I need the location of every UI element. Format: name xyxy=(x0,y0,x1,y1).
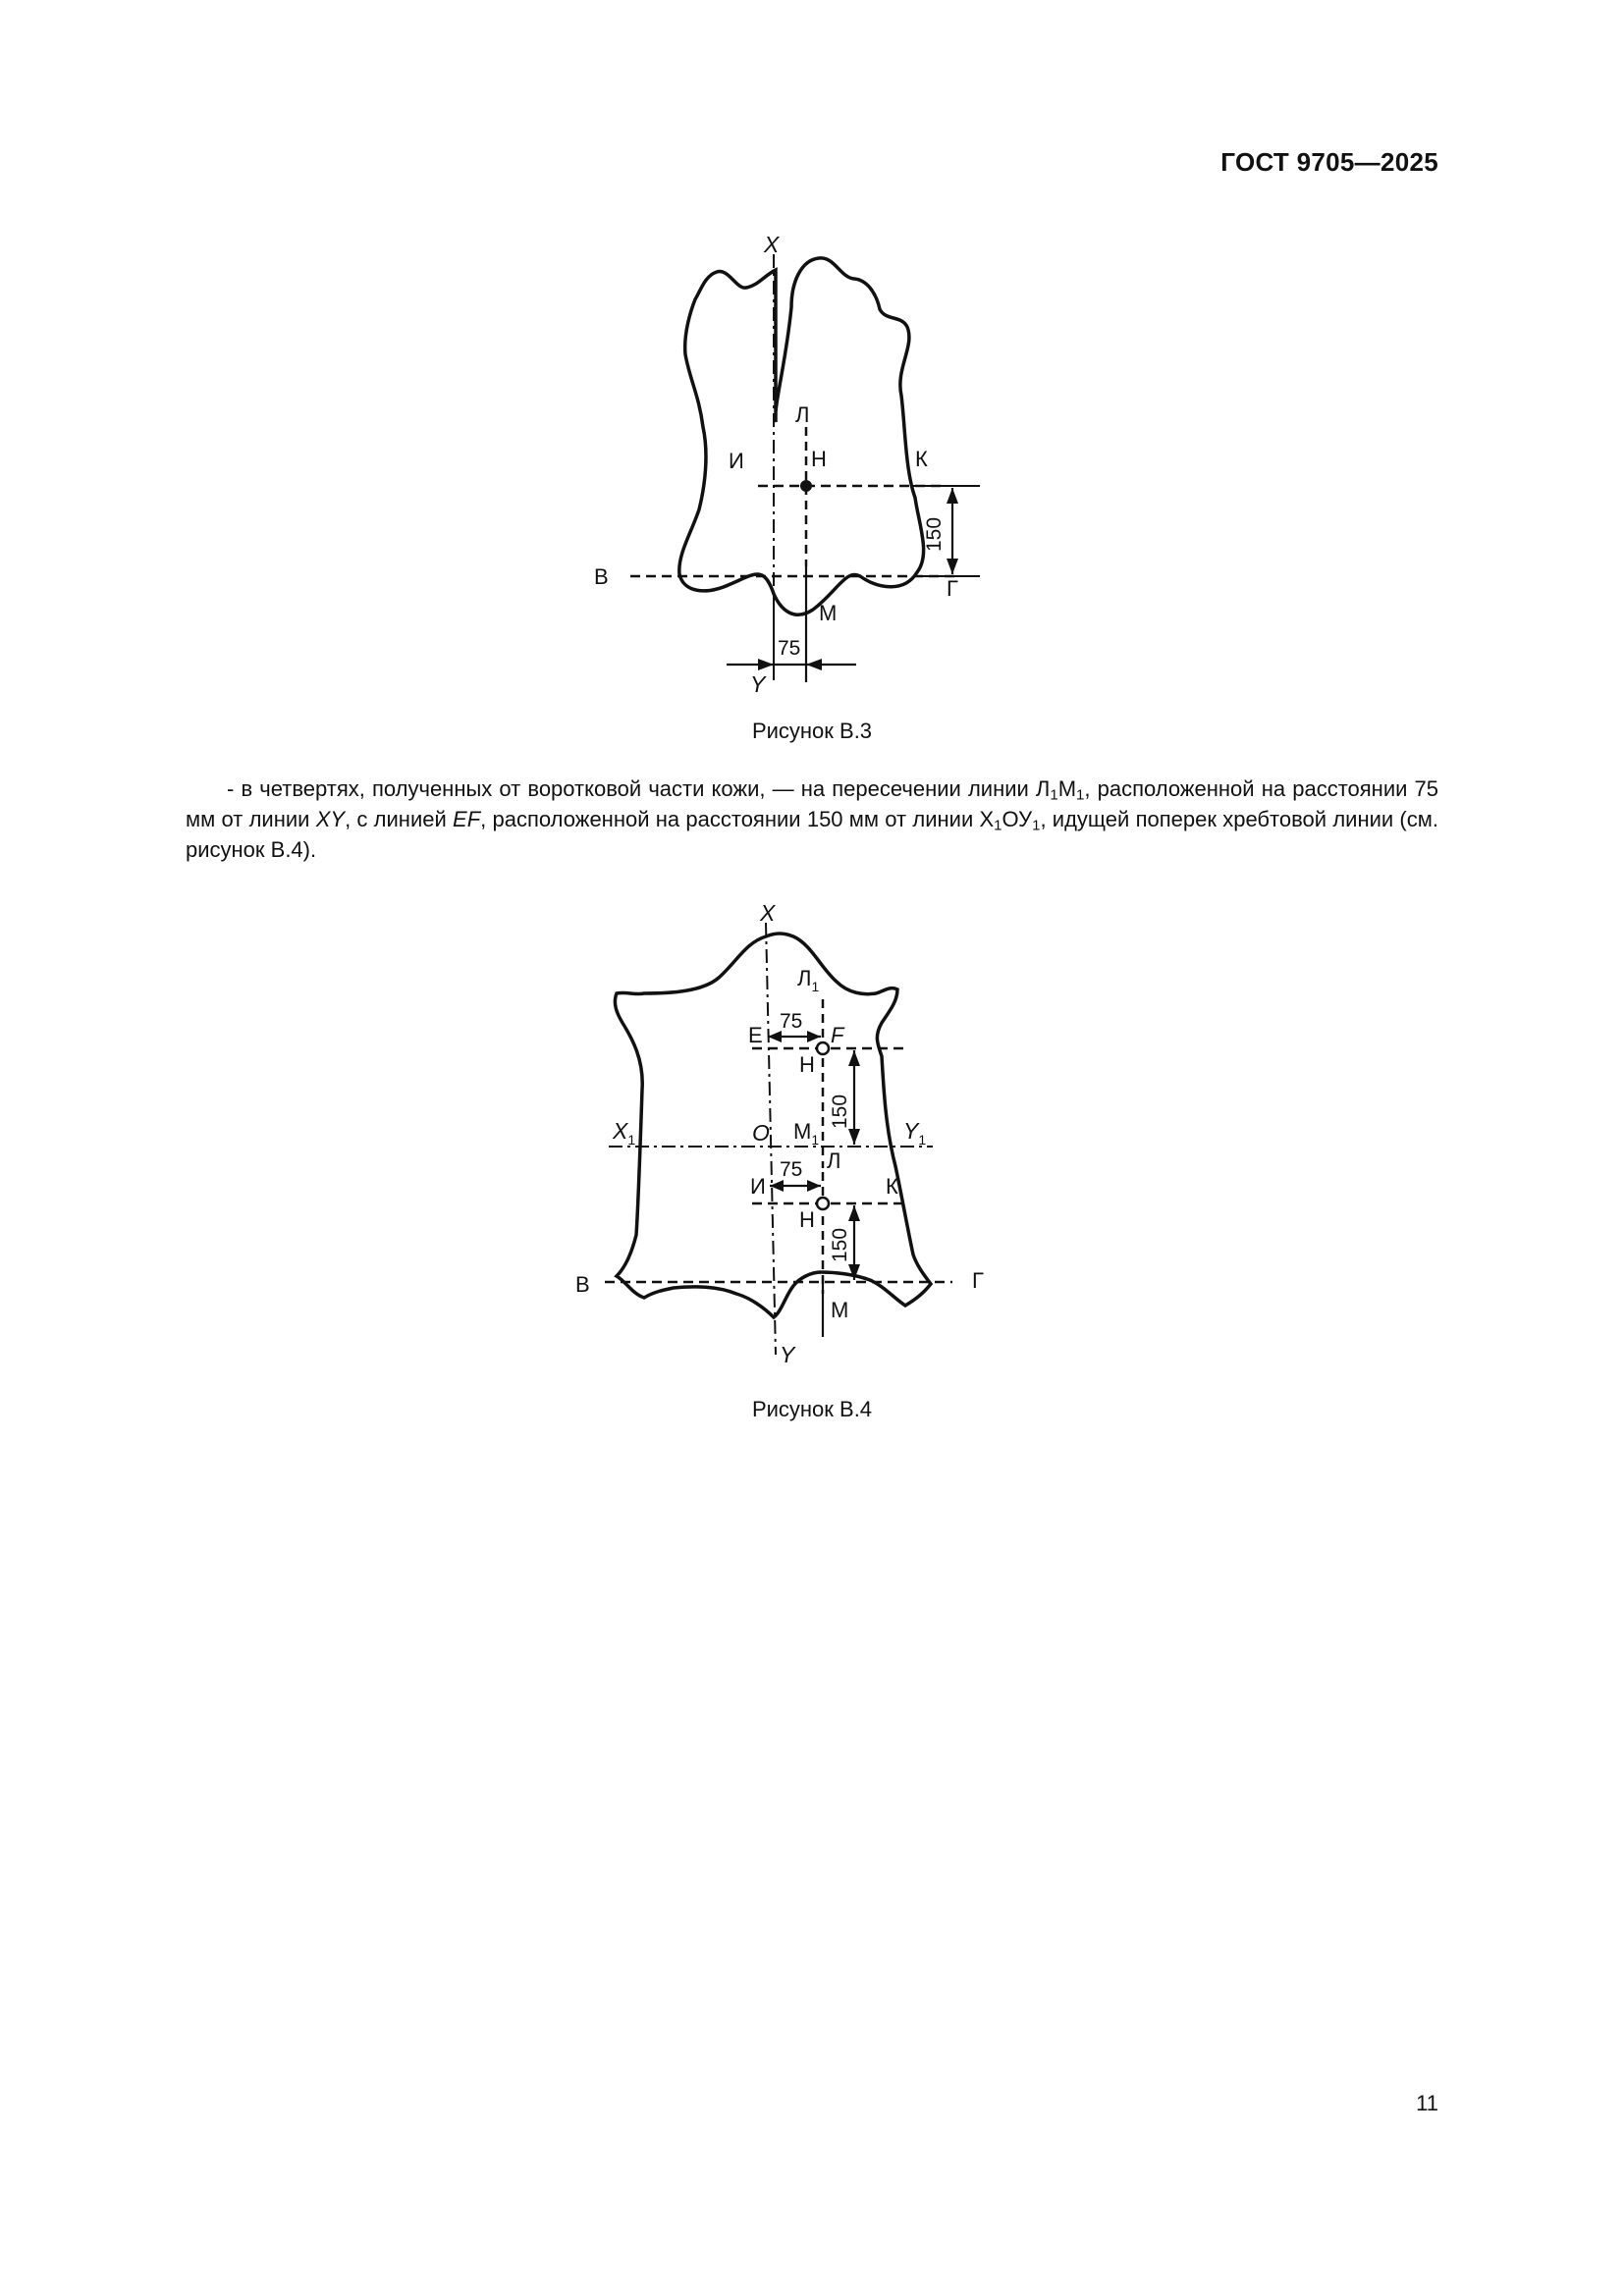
label-m1: $М_1$ xyxy=(793,1119,820,1148)
label-y: Y xyxy=(780,1342,795,1367)
dim-150-arrow-bottom xyxy=(947,559,958,574)
dim-150-bottom-arrow-a xyxy=(848,1205,860,1221)
dim-150-arrow-top xyxy=(947,488,958,504)
figure-b4 xyxy=(569,893,1001,1374)
label-75: 75 xyxy=(778,637,801,660)
label-x: X xyxy=(760,900,776,926)
label-l: Л xyxy=(795,402,810,427)
label-75-bottom: 75 xyxy=(780,1158,803,1181)
label-x1: $X_1$ xyxy=(613,1118,636,1148)
dim-75-bottom-arrow-right xyxy=(807,1180,821,1192)
point-n xyxy=(800,480,812,492)
label-150: 150 xyxy=(923,516,946,552)
dim-75-arrow-left xyxy=(758,659,774,670)
para-text-7: , идущей поперек хребтовой линии (см. рисунок В.4). xyxy=(186,807,1438,862)
dim-150-top-arrow-a xyxy=(848,1050,860,1066)
label-f: F xyxy=(831,1023,844,1047)
label-v: В xyxy=(575,1272,590,1297)
label-m: М xyxy=(831,1298,849,1322)
point-f xyxy=(817,1042,829,1054)
para-text-5: , расположенной на расстоянии 150 мм от линии Х xyxy=(480,807,995,831)
para-italic-xy: XY xyxy=(315,807,346,831)
label-o: O xyxy=(752,1120,770,1146)
label-y1: $Y_1$ xyxy=(903,1118,927,1148)
label-l1: $Л_1$ xyxy=(797,966,820,994)
figure-b3 xyxy=(589,231,1001,702)
para-sub-1: 1 xyxy=(1050,786,1058,804)
label-y: Y xyxy=(750,671,766,697)
label-g: Г xyxy=(947,576,958,601)
para-sub-4: 1 xyxy=(1032,817,1041,834)
para-text-1: в четвертях, полученных от воротковой части кожи, — на пересечении линии Л xyxy=(234,776,1051,801)
label-n: Н xyxy=(811,447,827,471)
figure-b4-drawing xyxy=(569,893,1001,1374)
label-l: Л xyxy=(827,1148,841,1173)
dim-75-top-arrow-right xyxy=(807,1031,821,1042)
label-g: Г xyxy=(972,1268,984,1293)
figure-b3-drawing xyxy=(589,231,1001,702)
label-i: И xyxy=(729,449,744,473)
label-150-top: 150 xyxy=(829,1094,851,1129)
label-e: Е xyxy=(748,1023,763,1047)
body-paragraph xyxy=(186,774,1438,865)
label-75-top: 75 xyxy=(780,1010,803,1033)
para-text-6: ОУ xyxy=(1001,807,1033,831)
figure-b3-caption: Рисунок В.3 xyxy=(751,719,873,743)
para-sub-3: 1 xyxy=(994,817,1002,834)
dim-150-top-arrow-b xyxy=(848,1129,860,1145)
label-n-bottom: Н xyxy=(799,1207,815,1232)
label-k: К xyxy=(886,1174,898,1199)
standard-header: ГОСТ 9705—2025 xyxy=(1220,147,1438,177)
para-text-3: , расположенной на расстоянии 75 мм от линии xyxy=(186,776,1439,831)
label-m: М xyxy=(819,601,838,625)
bullet: - xyxy=(227,776,235,801)
label-n-top: Н xyxy=(799,1052,815,1077)
label-x: X xyxy=(764,232,780,257)
dim-75-arrow-right xyxy=(806,659,822,670)
para-text-2: М xyxy=(1057,776,1077,801)
page-number: 11 xyxy=(1416,2091,1438,2115)
point-n xyxy=(817,1198,829,1209)
hide-outline xyxy=(679,258,924,614)
label-v: В xyxy=(594,564,609,589)
figure-b4-caption: Рисунок В.4 xyxy=(751,1397,873,1421)
label-i: И xyxy=(750,1174,766,1199)
label-150-bottom: 150 xyxy=(829,1227,851,1262)
para-text-4: , с линией xyxy=(345,807,454,831)
para-sub-2: 1 xyxy=(1076,786,1085,804)
para-italic-ef: EF xyxy=(453,807,481,831)
label-k: К xyxy=(915,447,928,471)
